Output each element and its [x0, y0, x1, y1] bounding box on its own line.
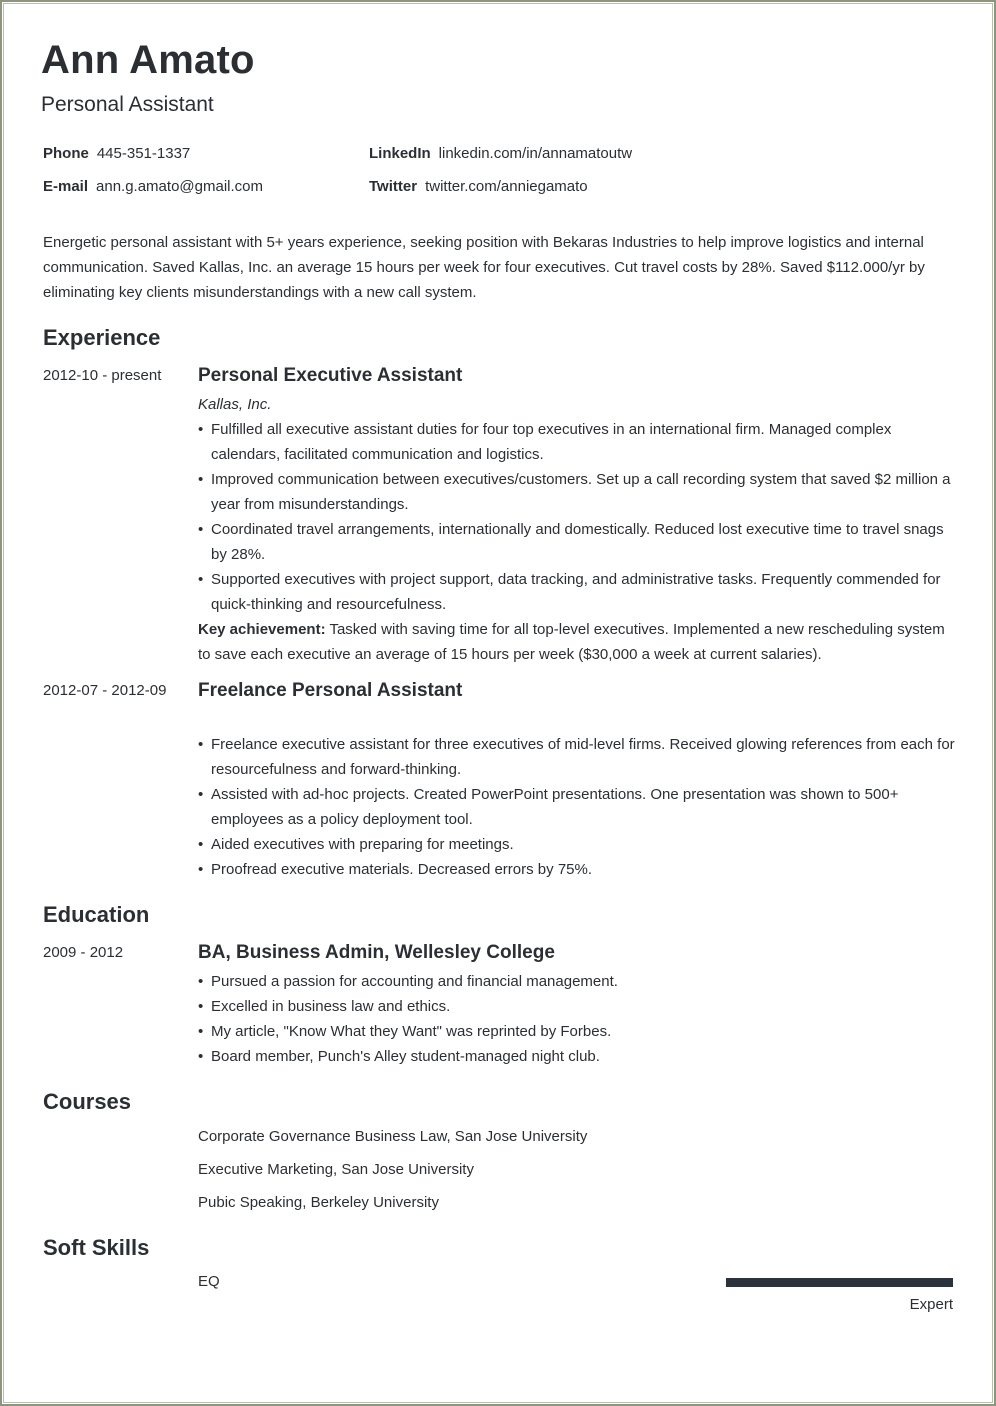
- linkedin-value: linkedin.com/in/annamatoutw: [438, 145, 633, 162]
- skill-level-label: Expert: [909, 1296, 953, 1313]
- job-1-bullets: [198, 417, 958, 617]
- contact-email: [43, 178, 263, 195]
- education-heading: Education: [43, 902, 150, 927]
- contact-phone: [43, 145, 190, 162]
- course-item: Pubic Speaking, Berkeley University: [198, 1194, 439, 1211]
- candidate-name: Ann Amato: [41, 38, 255, 82]
- course-item: Executive Marketing, San Jose University: [198, 1161, 474, 1178]
- achievement-label: Key achievement:: [198, 621, 326, 638]
- achievement-text: Tasked with saving time for all top-level executives. Implemented a new rescheduling system to save each executive an average of 15 hours per week ($30,000 a week at current salaries).: [198, 621, 945, 663]
- contact-linkedin: [369, 145, 632, 162]
- job-1-achievement: [198, 617, 958, 667]
- courses-heading: Courses: [43, 1089, 132, 1114]
- list-item: • Assisted with ad-hoc projects. Created PowerPoint presentations. One presentation was shown to 500+ employees as a policy deployment tool.: [198, 782, 958, 832]
- list-item: • Excelled in business law and ethics.: [198, 994, 958, 1019]
- phone-label: Phone: [43, 145, 89, 162]
- job-1-dates: 2012-10 - present: [43, 367, 162, 384]
- list-item: • Coordinated travel arrangements, internationally and domestically. Reduced lost executive time to travel snags by 28%.: [198, 517, 958, 567]
- list-item: • Fulfilled all executive assistant duties for four top executives in an international firm. Managed complex calendars, facilitated communication and logistics.: [198, 417, 958, 467]
- skill-name: EQ: [198, 1273, 220, 1290]
- list-item: • Freelance executive assistant for three executives of mid-level firms. Received glowing references from each for resourcefulness and forward-thinking.: [198, 732, 958, 782]
- soft-skills-heading: Soft Skills: [43, 1235, 150, 1260]
- experience-heading: Experience: [43, 325, 161, 350]
- education-dates: 2009 - 2012: [43, 944, 124, 961]
- education-bullets: [198, 969, 958, 1069]
- job-1-title: Personal Executive Assistant: [198, 365, 463, 386]
- list-item: • Supported executives with project support, data tracking, and administrative tasks. Frequently commended for quick-thinking and resourcefulness.: [198, 567, 958, 617]
- job-2-dates: 2012-07 - 2012-09: [43, 682, 167, 699]
- candidate-role: Personal Assistant: [41, 93, 214, 116]
- job-2-title: Freelance Personal Assistant: [198, 680, 463, 701]
- skill-level-bar-fill: [726, 1278, 953, 1287]
- email-label: E-mail: [43, 178, 89, 195]
- job-2-bullets: [198, 732, 958, 882]
- job-1-company: Kallas, Inc.: [198, 396, 272, 413]
- linkedin-label: LinkedIn: [369, 145, 431, 162]
- twitter-label: Twitter: [369, 178, 418, 195]
- list-item: • Aided executives with preparing for meetings.: [198, 832, 958, 857]
- skill-level-bar: [726, 1278, 953, 1287]
- contact-twitter: [369, 178, 588, 195]
- list-item: • Pursued a passion for accounting and financial management.: [198, 969, 958, 994]
- course-item: Corporate Governance Business Law, San Jose University: [198, 1128, 588, 1145]
- phone-value: 445-351-1337: [96, 145, 191, 162]
- list-item: • Board member, Punch's Alley student-managed night club.: [198, 1044, 958, 1069]
- twitter-value: twitter.com/anniegamato: [425, 178, 588, 195]
- education-degree: BA, Business Admin, Wellesley College: [198, 942, 555, 963]
- list-item: • Improved communication between executives/customers. Set up a call recording system that saved $2 million a year from misunderstandings.: [198, 467, 958, 517]
- list-item: • My article, "Know What they Want" was reprinted by Forbes.: [198, 1019, 958, 1044]
- email-value: ann.g.amato@gmail.com: [96, 178, 263, 195]
- summary-paragraph: Energetic personal assistant with 5+ years experience, seeking position with Bekaras Industries to help improve logistics and internal communication. Saved Kallas, Inc. an average 15 hours per week for four executives. Cut travel costs by 28%. Saved $112.000/yr by eliminating key clients misunderstandings with a new call system.: [43, 234, 925, 301]
- list-item: • Proofread executive materials. Decreased errors by 75%.: [198, 857, 958, 882]
